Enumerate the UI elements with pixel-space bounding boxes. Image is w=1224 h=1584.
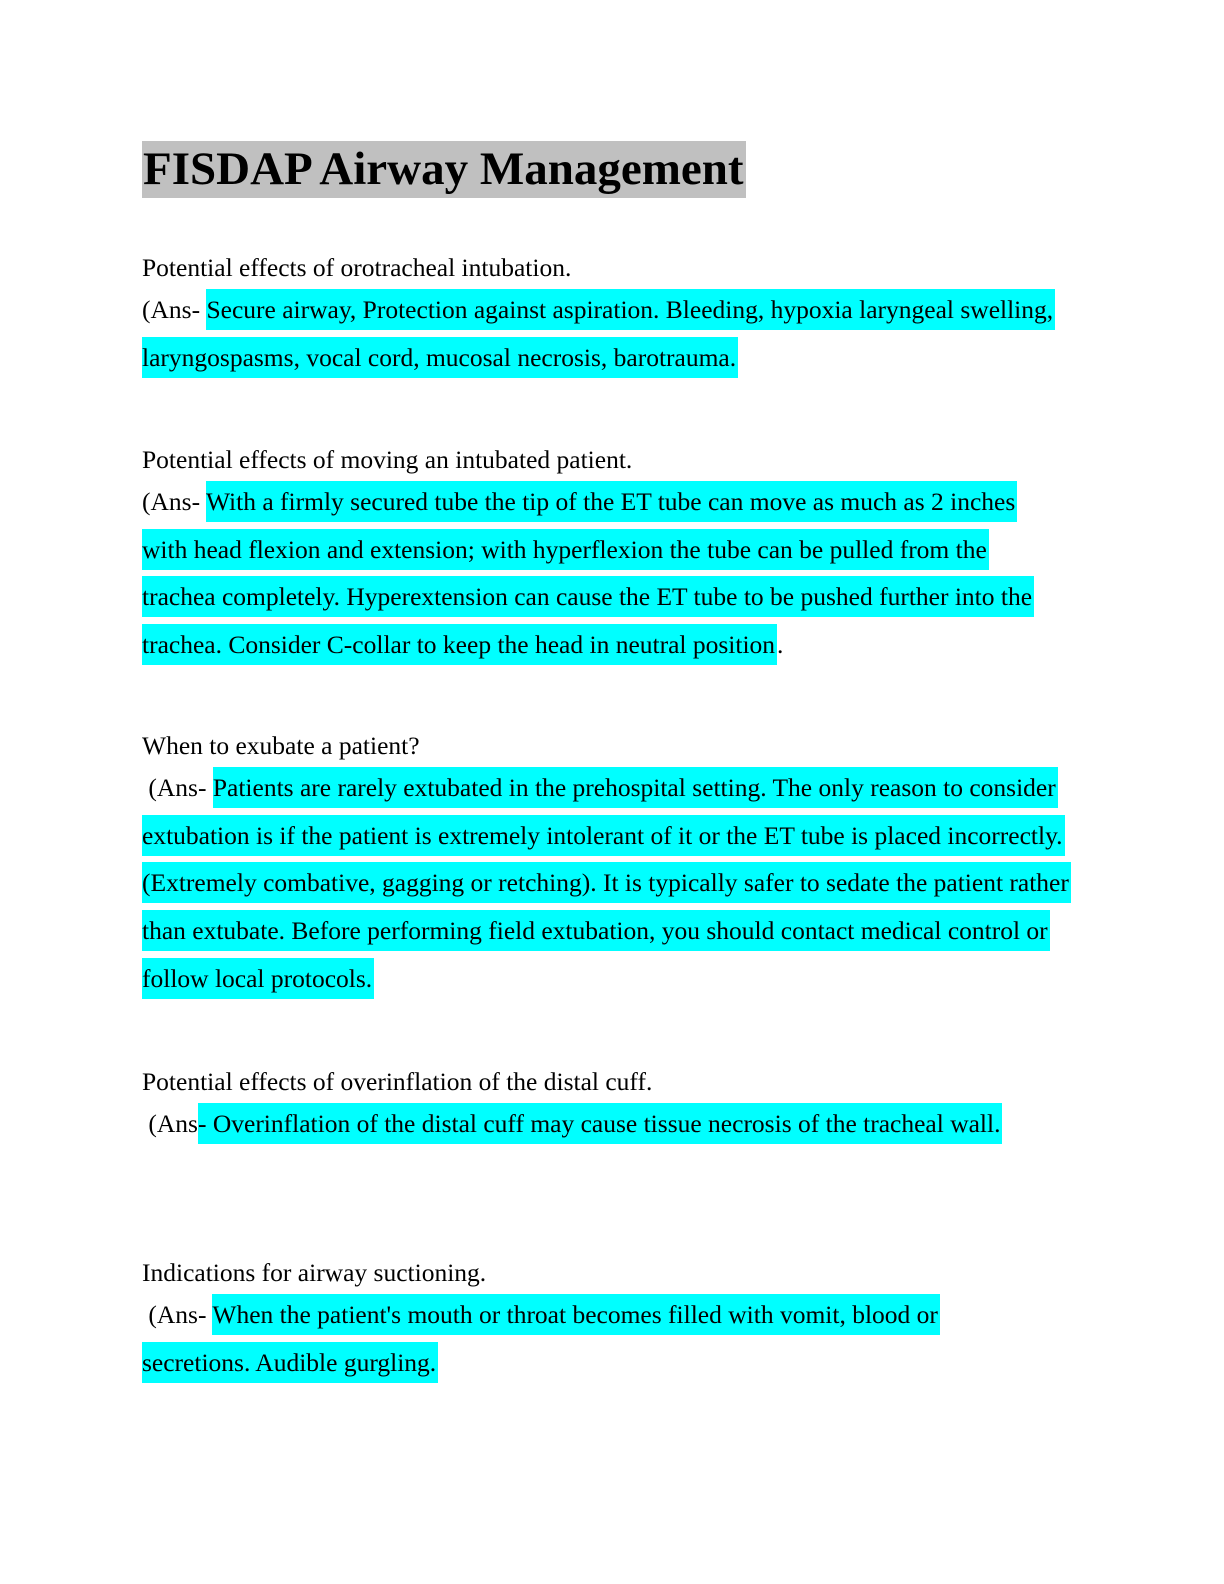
answer-prefix: (Ans [142,1109,198,1138]
answer-text [142,476,1047,669]
answer-suffix: . [777,630,784,660]
page-title: FISDAP Airway Management [142,141,746,198]
question-text: Potential effects of overinflation of the distal cuff. [142,1067,653,1096]
question-text: Potential effects of orotracheal intubation. [142,253,572,282]
question-text: Potential effects of moving an intubated patient. [142,445,633,474]
highlighted-answer: Patients are rarely extubated in the prehospital setting. The only reason to consider extubation is if the patient is extremely intolerant of it or the ET tube is placed incorrectly. (Extremely combative, gagging or retching). It is typically safer to sedate the patient rather than extubate. Before performing field extubation, you should contact medical control or follow local protocols. [142,767,1071,999]
highlighted-answer: With a firmly secured tube the tip of the ET tube can move as much as 2 inches with head flexion and extension; with hyperflexion the tube can be pulled from the trachea completely. Hyperextension can cause the ET tube to be pushed further into the trachea. Consider C-collar to keep the head in neutral position [142,481,1034,665]
qa-block-airway-suctioning [142,1257,1082,1386]
qa-block-orotracheal-intubation [142,252,1082,381]
qa-block-exubate-patient [142,730,1082,1003]
answer-prefix: (Ans- [142,1300,213,1329]
answer-text [142,1098,1022,1148]
question-text: Indications for airway suctioning. [142,1258,487,1287]
highlighted-answer: - Overinflation of the distal cuff may cause tissue necrosis of the tracheal wall. [198,1103,1003,1144]
answer-text [142,284,1082,381]
answer-prefix: (Ans- [142,773,213,802]
qa-block-moving-intubated-patient [142,444,1082,669]
answer-text [142,1289,1022,1386]
qa-block-distal-cuff-overinflation [142,1066,1082,1148]
question-text: When to exubate a patient? [142,731,420,760]
answer-text [142,762,1082,1003]
highlighted-answer: When the patient's mouth or throat becomes filled with vomit, blood or secretions. Audible gurgling. [142,1294,940,1383]
answer-prefix: (Ans- [142,487,206,516]
highlighted-answer: Secure airway, Protection against aspiration. Bleeding, hypoxia laryngeal swelling, laryngospasms, vocal cord, mucosal necrosis, barotrauma. [142,289,1055,378]
answer-prefix: (Ans- [142,295,207,324]
